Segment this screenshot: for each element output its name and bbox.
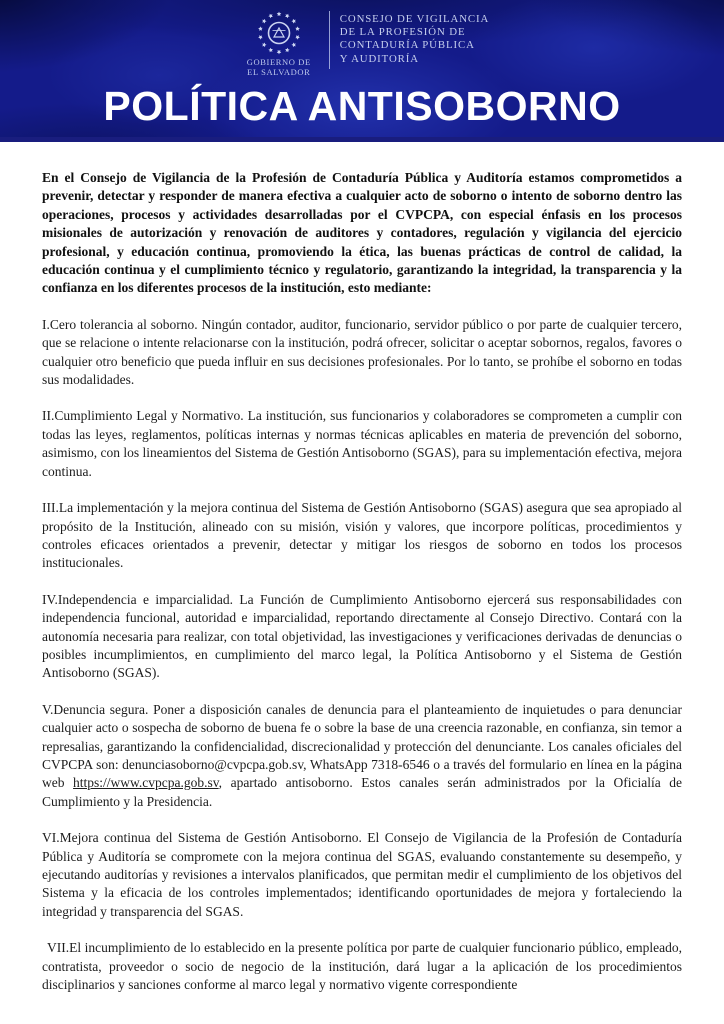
clause-ii-paragraph: II.Cumplimiento Legal y Normativo. La institución, sus funcionarios y colaboradores se comprometen a cumplir con todas las leyes, reglamentos, políticas internas y normas técnicas aplicables en materia de prevención del soborno, asimismo, con los lineamientos del Sistema de Gestión Antisoborno (SGAS), para su implementación efectiva, mejora continua.	[42, 408, 682, 479]
council-name-line: CONSEJO DE VIGILANCIA	[339, 13, 490, 25]
clause-iv-paragraph: IV.Independencia e imparcialidad. La Función de Cumplimiento Antisoborno ejercerá sus responsabilidades con independencia funcional, autoridad e imparcialidad, reportando directamente al Consejo Directivo. Contará con la autonomía necesaria para realizar, con total objetividad, las investigaciones y verificaciones derivadas de denuncias o posibles incumplimientos, en cumplimiento del marco legal, la Política Antisoborno y el Sistema de Gestión Antisoborno (SGAS).	[42, 591, 682, 681]
brand-row	[0, 0, 724, 77]
clause-v-text-before-link: V.Denuncia segura. Poner a disposición canales de denuncia para el planteamiento de inquietudes o para denunciar cualquier acto o sospecha de soborno de buena fe o sobre la base de una creencia razonable, en confianza, sin temor a represalias, garantizando la confidencialidad, discrecionalidad y protección del denunciante. Los canales oficiales del CVPCPA son: denunciasoborno@cvpcpa.gob.sv, WhatsApp 7318-6546 o a través del formulario en línea en la página web	[42, 701, 682, 791]
council-name-line: Y AUDITORÍA	[339, 52, 419, 65]
intro-paragraph: En el Consejo de Vigilancia de la Profesión de Contaduría Pública y Auditoría estamos comprometidos a prevenir, detectar y responder de manera efectiva a cualquier acto de soborno o intento de soborno dentro las operaciones, procesos y actividades desarrolladas por el CVPCPA, con especial énfasis en los procesos misionales de autorización y renovación de auditores y contadores, regulación y vigilancia del ejercicio profesional, y educación continua, promoviendo la ética, las buenas prácticas de control de calidad, la educación continua y el cumplimiento técnico y regulatorio, garantizando la integridad, la transparencia y la confianza en los diferentes procesos de la institución, esto mediante:	[42, 170, 682, 296]
clause-v-text-after-link: , apartado antisoborno. Estos canales serán administrados por la Oficialía de Cumplimiento y la Presidencia.	[42, 775, 682, 809]
cvpcpa-website-link[interactable]: https://www.cvpcpa.gob.sv	[73, 775, 219, 791]
council-name-line: CONTADURÍA PÚBLICA	[339, 39, 475, 52]
document-header	[0, 0, 724, 142]
policy-text	[0, 142, 724, 994]
council-name-line: DE LA PROFESIÓN DE	[339, 26, 466, 39]
clause-vii-paragraph: VII.El incumplimiento de lo establecido en la presente política por parte de cualquier funcionario público, empleado, contratista, proveedor o socio de negocio de la institución, dará lugar a la aplicación de los procedimientos disciplinarios y sanciones conforme al marco legal y normativo vigente correspondiente	[42, 940, 682, 993]
logo-divider	[329, 11, 330, 69]
council-name	[340, 13, 489, 66]
clause-v-paragraph	[42, 701, 682, 811]
gobierno-el-salvador-logo	[235, 9, 323, 77]
clause-vi-paragraph: VI.Mejora continua del Sistema de Gestión Antisoborno. El Consejo de Vigilancia de la Profesión de Contaduría Pública y Auditoría se compromete con la mejora continua del SGAS, evaluando constantemente su desempeño, y ejecutando auditorías y revisiones a intervalos planificados, que permitan medir el cumplimiento de los objetivos del Sistema y la eficacia de los controles implementados; identificando oportunidades de mejora y fortaleciendo la integridad y transparencia del SGAS.	[42, 830, 682, 919]
el-salvador-seal-icon	[253, 9, 305, 57]
government-label: GOBIERNO DE EL SALVADOR	[246, 57, 311, 77]
page-title: POLÍTICA ANTISOBORNO	[103, 83, 621, 129]
clause-i-paragraph: I.Cero tolerancia al soborno. Ningún contador, auditor, funcionario, servidor público o por parte de cualquier tercero, que se relacione o intente relacionarse con la institución, podrá ofrecer, solicitar o aceptar sobornos, regalos, favores o cualquier otro beneficio que pueda influir en sus decisiones profesionales. Por lo tanto, se prohíbe el soborno en todas sus modalidades.	[42, 316, 682, 388]
clause-iii-paragraph: III.La implementación y la mejora continua del Sistema de Gestión Antisoborno (SGAS) asegura que sea apropiado al propósito de la Institución, alineado con su misión, visión y valores, que incorpore políticas, procedimientos y controles eficaces orientados a prevenir, detectar y mitigar los riesgos de soborno en todos los procesos institucionales.	[42, 500, 682, 571]
